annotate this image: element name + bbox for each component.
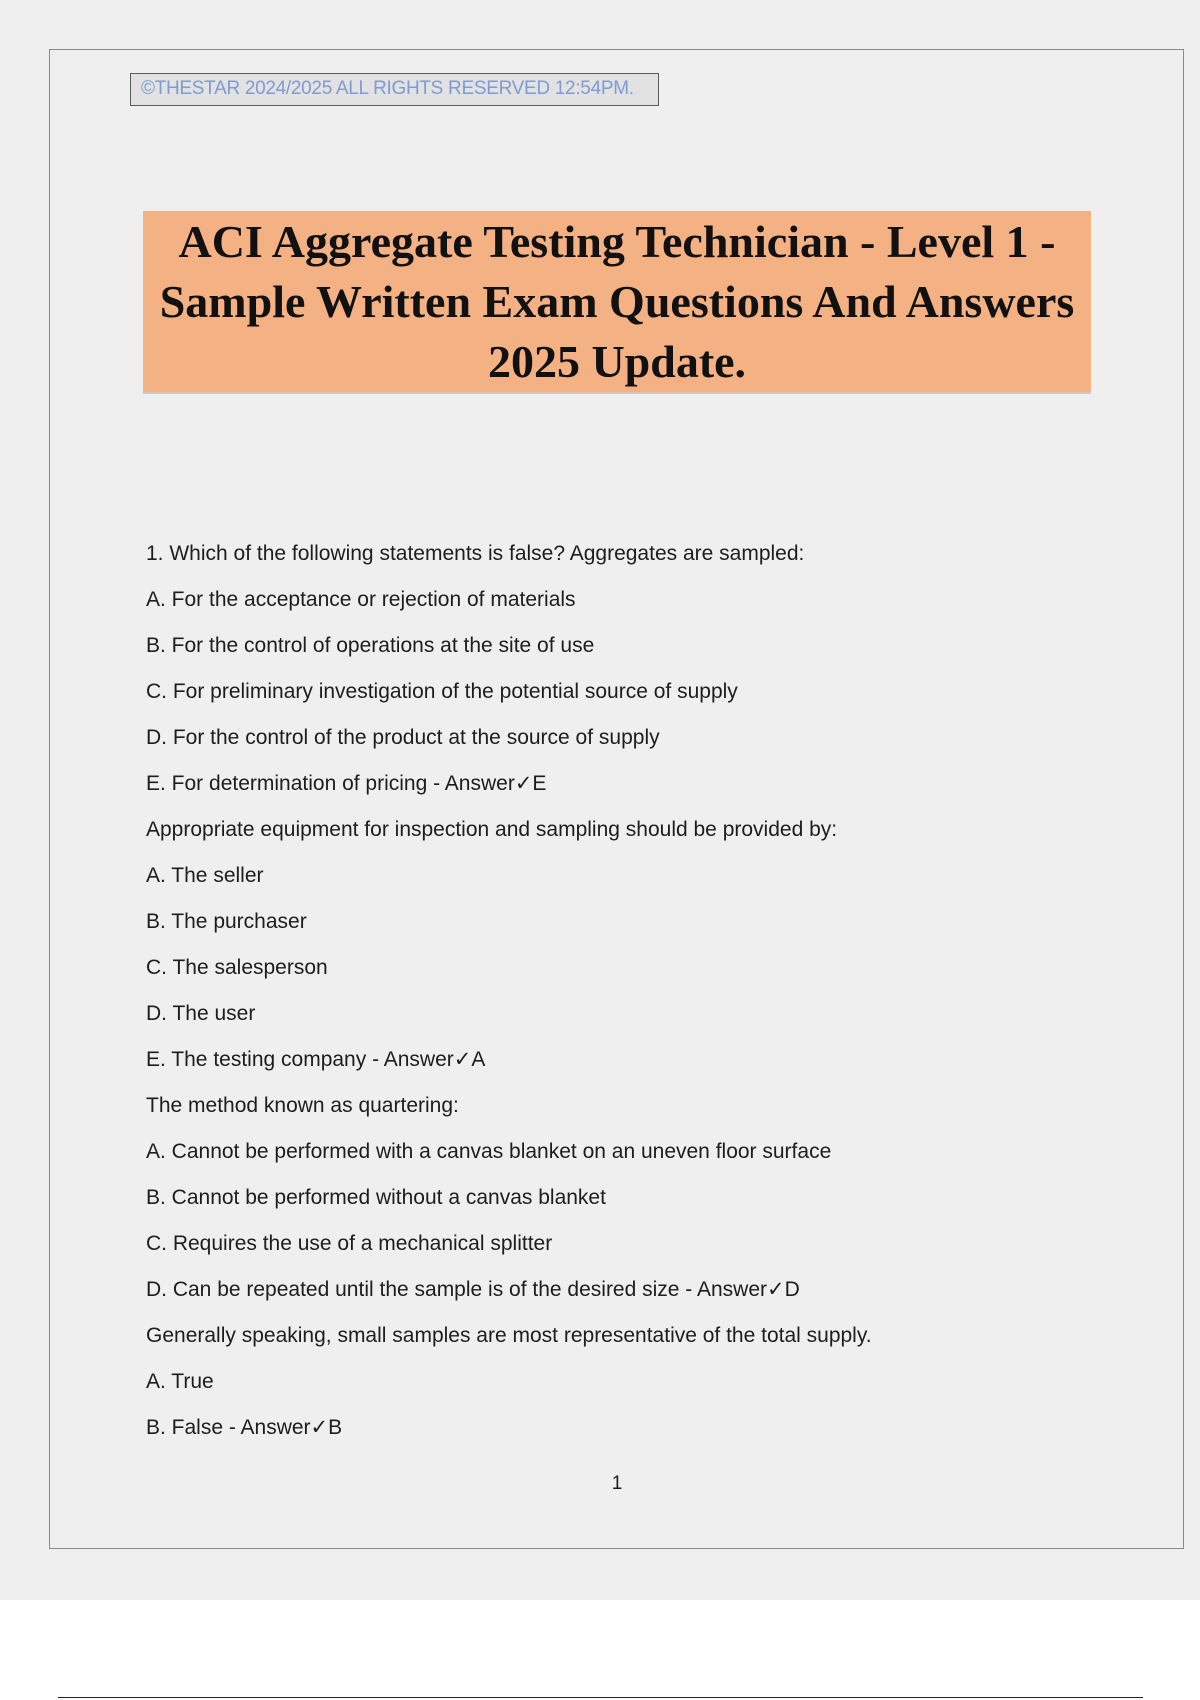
qa-line: B. For the control of operations at the site of use [146,634,595,657]
title-banner [143,211,1091,394]
qa-line: E. For determination of pricing - Answer✓E [146,772,547,795]
qa-line: B. False - Answer✓B [146,1416,343,1439]
question-answer-list [146,538,1146,1458]
qa-line: B. Cannot be performed without a canvas blanket [146,1186,606,1209]
document-title: ACI Aggregate Testing Technician - Level 1 - Sample Written Exam Questions And Answers 2025 Update. [159,215,1075,387]
qa-line: D. For the control of the product at the source of supply [146,726,660,749]
qa-line: Generally speaking, small samples are most representative of the total supply. [146,1324,872,1347]
qa-line: A. For the acceptance or rejection of materials [146,588,576,611]
qa-line: A. Cannot be performed with a canvas blanket on an uneven floor surface [146,1140,832,1163]
qa-line: A. True [146,1370,214,1393]
page-number: 1 [611,1473,623,1494]
qa-line: D. The user [146,1002,256,1025]
qa-line: D. Can be repeated until the sample is of the desired size - Answer✓D [146,1278,800,1301]
qa-line: C. Requires the use of a mechanical splitter [146,1232,553,1255]
qa-line: The method known as quartering: [146,1094,459,1117]
qa-line: A. The seller [146,864,264,887]
qa-line: E. The testing company - Answer✓A [146,1048,486,1071]
qa-line: 1. Which of the following statements is false? Aggregates are sampled: [146,542,805,565]
qa-line: Appropriate equipment for inspection and sampling should be provided by: [146,818,838,841]
qa-line: B. The purchaser [146,910,307,933]
copyright-watermark: ©THESTAR 2024/2025 ALL RIGHTS RESERVED 12:54PM. [130,73,659,106]
footer-divider [58,1697,1143,1698]
qa-line: C. For preliminary investigation of the potential source of supply [146,680,738,703]
qa-line: C. The salesperson [146,956,328,979]
